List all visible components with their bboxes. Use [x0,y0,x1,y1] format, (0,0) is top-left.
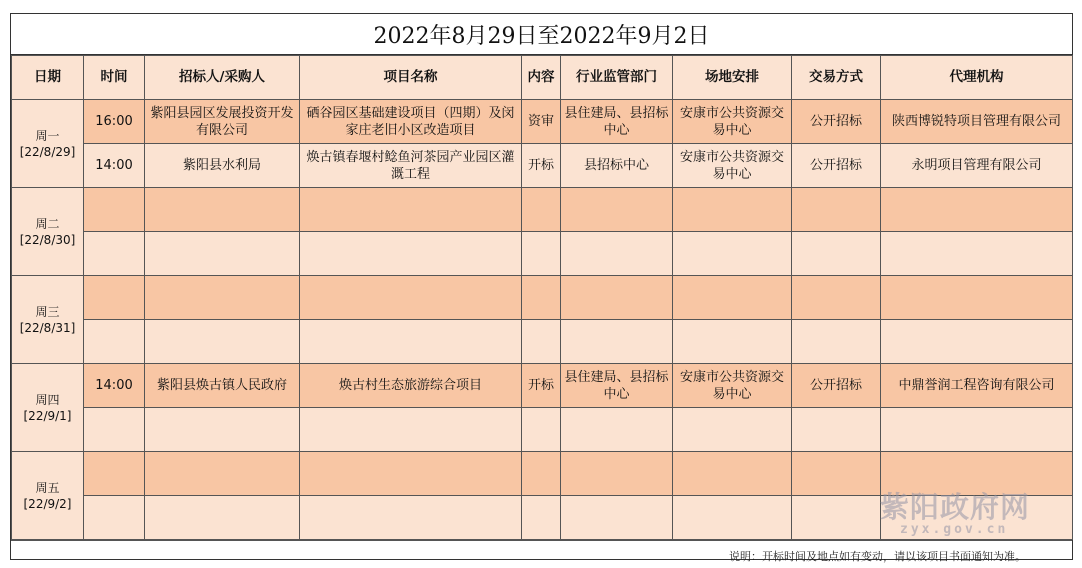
date-cell [12,452,84,540]
method-cell [792,320,881,364]
dept-cell: 县住建局、县招标中心 [561,100,673,144]
tenderer-cell [145,188,300,232]
tenderer-cell: 紫阳县水利局 [145,144,300,188]
content-cell [522,188,561,232]
method-cell: 公开招标 [792,364,881,408]
venue-cell [673,496,792,540]
date-cell [12,276,84,364]
time-cell [84,276,145,320]
content-cell: 开标 [522,364,561,408]
time-cell [84,320,145,364]
day-label: 周二 [35,216,60,231]
tenderer-cell [145,320,300,364]
header-project: 项目名称 [300,56,522,100]
venue-cell: 安康市公共资源交易中心 [673,100,792,144]
table-row [12,452,1073,496]
dept-cell [561,188,673,232]
project-cell: 硒谷园区基础建设项目（四期）及闵家庄老旧小区改造项目 [300,100,522,144]
date-label: [22/8/31] [19,320,76,335]
day-label: 周一 [35,128,60,143]
table-row [12,276,1073,320]
venue-cell [673,232,792,276]
method-cell [792,452,881,496]
day-label: 周三 [35,304,60,319]
date-label: [22/9/1] [23,408,72,423]
footnote-row [11,540,1072,567]
tenderer-cell: 紫阳县焕古镇人民政府 [145,364,300,408]
agency-cell [881,320,1073,364]
method-cell [792,496,881,540]
project-cell: 焕古村生态旅游综合项目 [300,364,522,408]
content-cell [522,232,561,276]
time-cell [84,496,145,540]
method-cell: 公开招标 [792,100,881,144]
venue-cell [673,452,792,496]
content-cell: 资审 [522,100,561,144]
time-cell [84,408,145,452]
dept-cell [561,452,673,496]
project-cell [300,188,522,232]
header-agency: 代理机构 [881,56,1073,100]
dept-cell: 县招标中心 [561,144,673,188]
table-row [12,144,1073,188]
table-row [12,232,1073,276]
dept-cell [561,320,673,364]
agency-cell [881,276,1073,320]
schedule-frame [10,13,1073,563]
content-cell [522,408,561,452]
tenderer-cell: 紫阳县园区发展投资开发有限公司 [145,100,300,144]
agency-cell: 中鼎誉润工程咨询有限公司 [881,364,1073,408]
schedule-table [11,55,1073,540]
table-row [12,100,1073,144]
method-cell: 公开招标 [792,144,881,188]
table-row [12,496,1073,540]
header-dept: 行业监管部门 [561,56,673,100]
footnote-text: 说明：开标时间及地点如有变动，请以该项目书面通知为准。 [729,550,1026,563]
tenderer-cell [145,232,300,276]
header-date: 日期 [12,56,84,100]
date-cell [12,364,84,452]
project-cell [300,408,522,452]
agency-cell [881,188,1073,232]
time-cell: 14:00 [84,144,145,188]
table-header-row [12,56,1073,100]
method-cell [792,232,881,276]
dept-cell [561,408,673,452]
time-cell: 14:00 [84,364,145,408]
date-cell [12,188,84,276]
agency-cell [881,452,1073,496]
agency-cell: 陕西博锐特项目管理有限公司 [881,100,1073,144]
content-cell [522,320,561,364]
project-cell [300,276,522,320]
tenderer-cell [145,452,300,496]
project-cell: 焕古镇春堰村鲶鱼河茶园产业园区灌溉工程 [300,144,522,188]
venue-cell [673,408,792,452]
date-label: [22/8/30] [19,232,76,247]
method-cell [792,188,881,232]
time-cell [84,188,145,232]
time-cell: 16:00 [84,100,145,144]
agency-cell [881,408,1073,452]
method-cell [792,408,881,452]
venue-cell: 安康市公共资源交易中心 [673,364,792,408]
venue-cell [673,320,792,364]
table-row [12,408,1073,452]
date-cell [12,100,84,188]
tenderer-cell [145,496,300,540]
table-row [12,364,1073,408]
dept-cell [561,232,673,276]
schedule-title: 2022年8月29日至2022年9月2日 [11,14,1072,55]
table-row [12,188,1073,232]
day-label: 周四 [35,392,60,407]
project-cell [300,496,522,540]
method-cell [792,276,881,320]
tenderer-cell [145,408,300,452]
project-cell [300,232,522,276]
header-time: 时间 [84,56,145,100]
agency-cell [881,232,1073,276]
header-content: 内容 [522,56,561,100]
date-label: [22/8/29] [19,144,76,159]
content-cell [522,496,561,540]
content-cell: 开标 [522,144,561,188]
time-cell [84,452,145,496]
dept-cell: 县住建局、县招标中心 [561,364,673,408]
header-method: 交易方式 [792,56,881,100]
agency-cell: 永明项目管理有限公司 [881,144,1073,188]
header-tenderer: 招标人/采购人 [145,56,300,100]
dept-cell [561,496,673,540]
venue-cell [673,276,792,320]
dept-cell [561,276,673,320]
content-cell [522,276,561,320]
venue-cell: 安康市公共资源交易中心 [673,144,792,188]
date-label: [22/9/2] [23,496,72,511]
day-label: 周五 [35,480,60,495]
table-row [12,320,1073,364]
venue-cell [673,188,792,232]
tenderer-cell [145,276,300,320]
watermark-url: zyx.gov.cn [900,522,1009,537]
watermark-title: 紫阳政府网 [880,490,1031,524]
project-cell [300,452,522,496]
project-cell [300,320,522,364]
agency-cell [881,496,1073,540]
header-venue: 场地安排 [673,56,792,100]
time-cell [84,232,145,276]
content-cell [522,452,561,496]
